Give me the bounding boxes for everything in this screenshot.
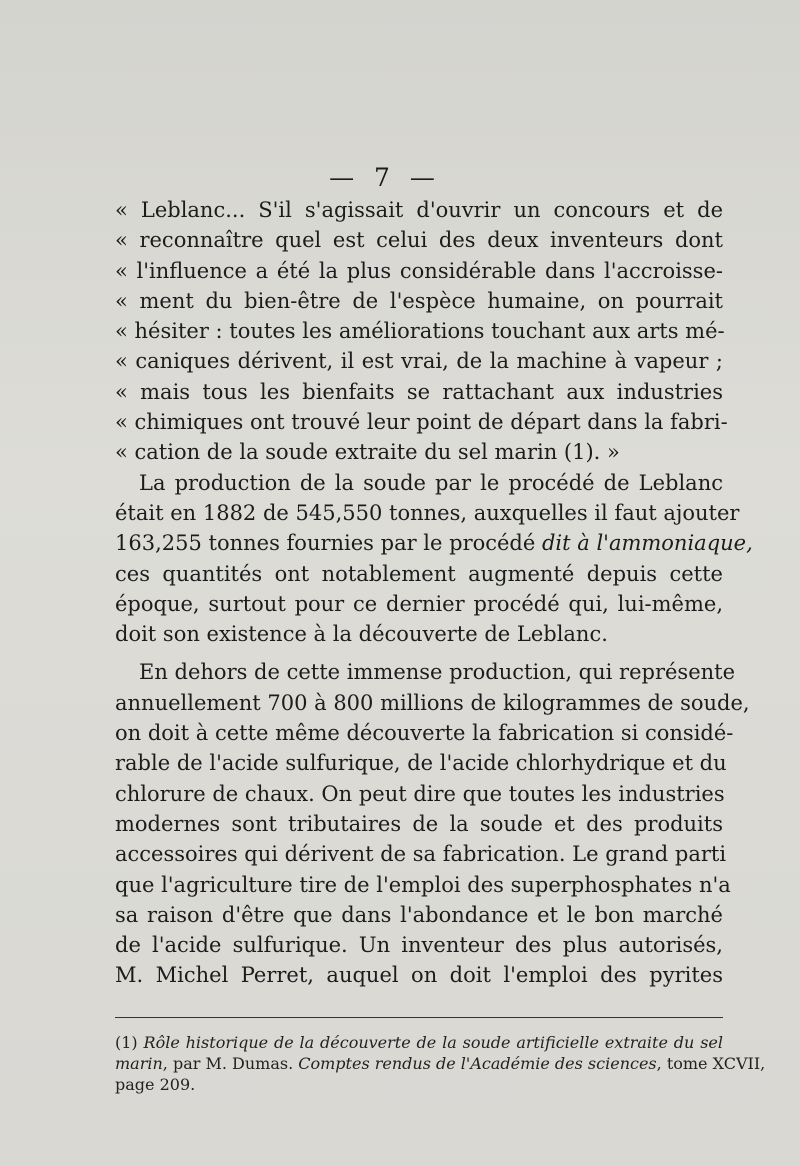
text-line: rable de l'acide sulfurique, de l'acide chlorhydrique et du	[115, 751, 727, 776]
text-line: « caniques dérivent, il est vrai, de la machine à vapeur ;	[115, 349, 723, 374]
body-text	[115, 195, 753, 991]
footnote-volume: , tome XCVII,	[656, 1054, 766, 1073]
text-line-italic: dit à l'ammoniaque,	[541, 531, 753, 556]
text-line: « mais tous les bienfaits se rattachant aux industries	[115, 379, 723, 404]
text-line: annuellement 700 à 800 millions de kilogrammes de soude,	[115, 690, 750, 715]
footnote-journal: Comptes rendus de l'Académie des sciences	[298, 1054, 657, 1073]
text-line-part: 163,255 tonnes fournies par le procédé	[115, 531, 542, 556]
text-line: La production de la soude par le procédé de Leblanc	[139, 470, 723, 495]
footnote-line	[115, 1053, 766, 1074]
footnote-title: Rôle historique de la découverte de la soude artificielle extraite du sel	[143, 1033, 723, 1052]
text-line: de l'acide sulfurique. Un inventeur des plus autorisés,	[115, 933, 723, 958]
footnote-marker: (1)	[115, 1033, 144, 1052]
text-line: En dehors de cette immense production, qui représente	[139, 660, 736, 685]
footnote-page: page 209.	[115, 1075, 196, 1094]
page-number: — 7 —	[329, 163, 441, 192]
text-line: « l'influence a été la plus considérable dans l'accroisse-	[115, 258, 723, 283]
text-line: était en 1882 de 545,550 tonnes, auxquelles il faut ajouter	[115, 500, 740, 525]
footnote-author: , par M. Dumas.	[162, 1054, 299, 1073]
text-line: « chimiques ont trouvé leur point de départ dans la fabri-	[115, 410, 728, 435]
text-line: « hésiter : toutes les améliorations touchant aux arts mé-	[115, 319, 725, 344]
footnote-rule	[115, 1017, 723, 1018]
text-line: époque, surtout pour ce dernier procédé qui, lui-même,	[115, 591, 723, 616]
text-line	[115, 528, 753, 558]
text-line: ces quantités ont notablement augmenté depuis cette	[115, 561, 723, 586]
text-line: doit son existence à la découverte de Leblanc.	[115, 622, 608, 647]
text-line: M. Michel Perret, auquel on doit l'emploi des pyrites	[115, 963, 723, 988]
text-line: « Leblanc... S'il s'agissait d'ouvrir un concours et de	[115, 198, 723, 222]
text-line: que l'agriculture tire de l'emploi des superphosphates n'a	[115, 872, 731, 897]
text-line: « cation de la soude extraite du sel marin (1). »	[115, 440, 620, 465]
text-line: accessoires qui dérivent de sa fabrication. Le grand parti	[115, 842, 727, 867]
text-line: « ment du bien-être de l'espèce humaine, on pourrait	[115, 288, 723, 313]
text-line: on doit à cette même découverte la fabrication si considé-	[115, 721, 734, 746]
text-line: sa raison d'être que dans l'abondance et le bon marché	[115, 902, 723, 927]
footnote-line	[115, 1032, 723, 1053]
text-line: chlorure de chaux. On peut dire que toutes les industries	[115, 781, 725, 806]
footnote	[115, 1032, 766, 1095]
text-line: « reconnaître quel est celui des deux inventeurs dont	[115, 228, 723, 253]
footnote-title-end: marin	[115, 1054, 163, 1073]
text-line: modernes sont tributaires de la soude et des produits	[115, 811, 723, 836]
